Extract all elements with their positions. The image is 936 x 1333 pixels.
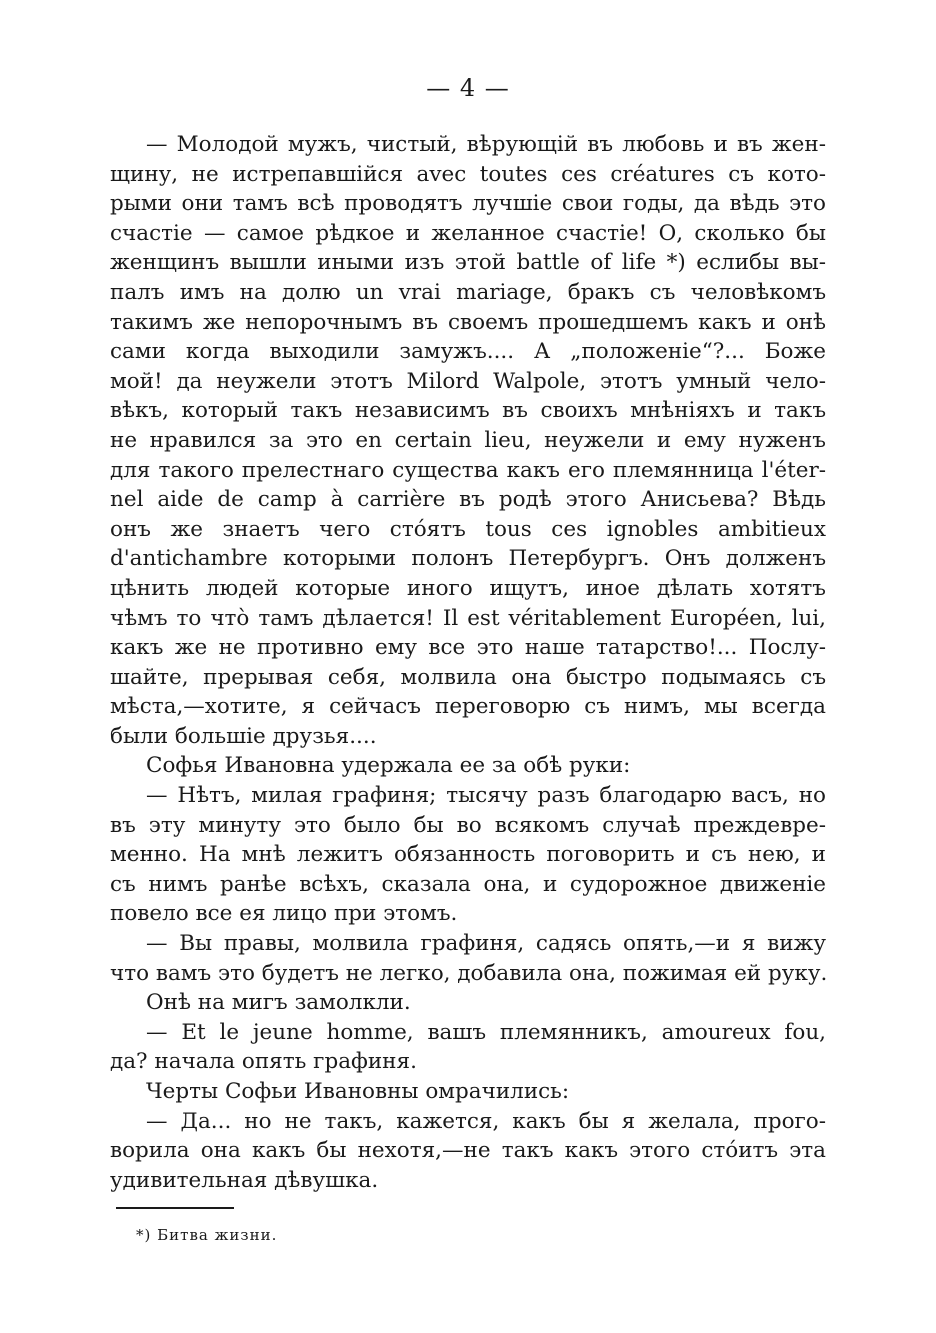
text-line: какъ же не противно ему все это наше татарство!... Послу- <box>110 635 826 661</box>
text-line: для такого прелестнаго существа какъ его племянница l'éter- <box>110 457 826 483</box>
text-line: ворила она какъ бы нехотя,—не такъ какъ этого стóитъ эта <box>110 1138 826 1164</box>
text-line: женщинъ вышли иными изъ этой battle of life *) еслибы вы- <box>110 250 826 276</box>
text-line: съ нимъ ранѣе всѣхъ, сказала она, и судорожное движеніе <box>110 871 826 897</box>
text-line: мой! да неужели этотъ Milord Walpole, этотъ умный чело- <box>110 368 826 394</box>
text-line: удивительная дѣвушка. <box>110 1167 379 1193</box>
text-line: палъ имъ на долю un vrai mariage, бракъ съ человѣкомъ <box>110 279 826 305</box>
text-line: да? начала опять графиня. <box>110 1049 417 1075</box>
footnote-separator <box>116 1207 234 1209</box>
text-line: вѣкъ, который такъ независимъ въ своихъ мнѣніяхъ и такъ <box>110 398 826 424</box>
footnote: *) Битва жизни. <box>136 1226 278 1244</box>
text-line: — Вы правы, молвила графиня, садясь опять,—и я вижу <box>146 931 826 957</box>
text-line: онъ же знаетъ чего стóятъ tous ces ignobles ambitieux <box>110 516 826 542</box>
text-line: рыми они тамъ всѣ проводятъ лучшіе свои годы, да вѣдь это <box>110 191 826 217</box>
text-line: цѣнить людей которые иного ищутъ, иное дѣлать хотятъ <box>110 575 826 601</box>
text-line: такимъ же непорочнымъ въ своемъ прошедшемъ какъ и онѣ <box>110 309 826 335</box>
text-line: — Молодой мужъ, чистый, вѣрующій въ любовь и въ жен- <box>146 132 826 157</box>
text-line: Онѣ на мигъ замолкли. <box>146 990 411 1016</box>
text-line: Софья Ивановна удержала ее за обѣ руки: <box>146 753 631 779</box>
text-line: — Да... но не такъ, кажется, какъ бы я желала, прого- <box>146 1108 826 1134</box>
text-line: d'antichambre которыми полонъ Петербургъ. Онъ долженъ <box>110 546 826 572</box>
text-line: мѣста,—хотите, я сейчасъ переговорю съ нимъ, мы всегда <box>110 694 826 720</box>
text-line: были большіе друзья.... <box>110 723 377 749</box>
text-line: шайте, прерывая себя, молвила она быстро подымаясь съ <box>110 664 826 690</box>
text-line: nel aide de camp à carrière въ родѣ этого Анисьева? Вѣдь <box>110 487 826 513</box>
text-line: повело все ея лицо при этомъ. <box>110 901 458 927</box>
body-text <box>110 130 826 1195</box>
text-line: счастіе — самое рѣдкое и желанное счастіе! О, сколько бы <box>110 220 826 246</box>
text-line: сами когда выходили замужъ.... А „положеніе“?... Боже <box>110 339 826 365</box>
text-line: не нравился за это en certain lieu, неужели и ему нуженъ <box>110 427 826 453</box>
text-line: — Et le jeune homme, вашъ племянникъ, amoureux fou, <box>146 1019 826 1045</box>
text-line: въ эту минуту это было бы во всякомъ случаѣ преждевре- <box>110 812 826 838</box>
text-line: — Нѣтъ, милая графиня; тысячу разъ благодарю васъ, но <box>146 783 826 809</box>
text-line: Черты Софьи Ивановны омрачились: <box>146 1079 570 1104</box>
text-line: менно. На мнѣ лежитъ обязанность поговорить и съ нею, и <box>110 842 826 868</box>
text-line: чѣмъ то чтò тамъ дѣлается! Il est véritablement Européen, lui, <box>110 605 826 631</box>
text-line: щину, не истрепавшійся avec toutes ces créatures съ кото- <box>110 161 826 187</box>
page-number: — 4 — <box>426 74 510 102</box>
text-line: что вамъ это будетъ не легко, добавила она, пожимая ей руку. <box>110 960 828 986</box>
